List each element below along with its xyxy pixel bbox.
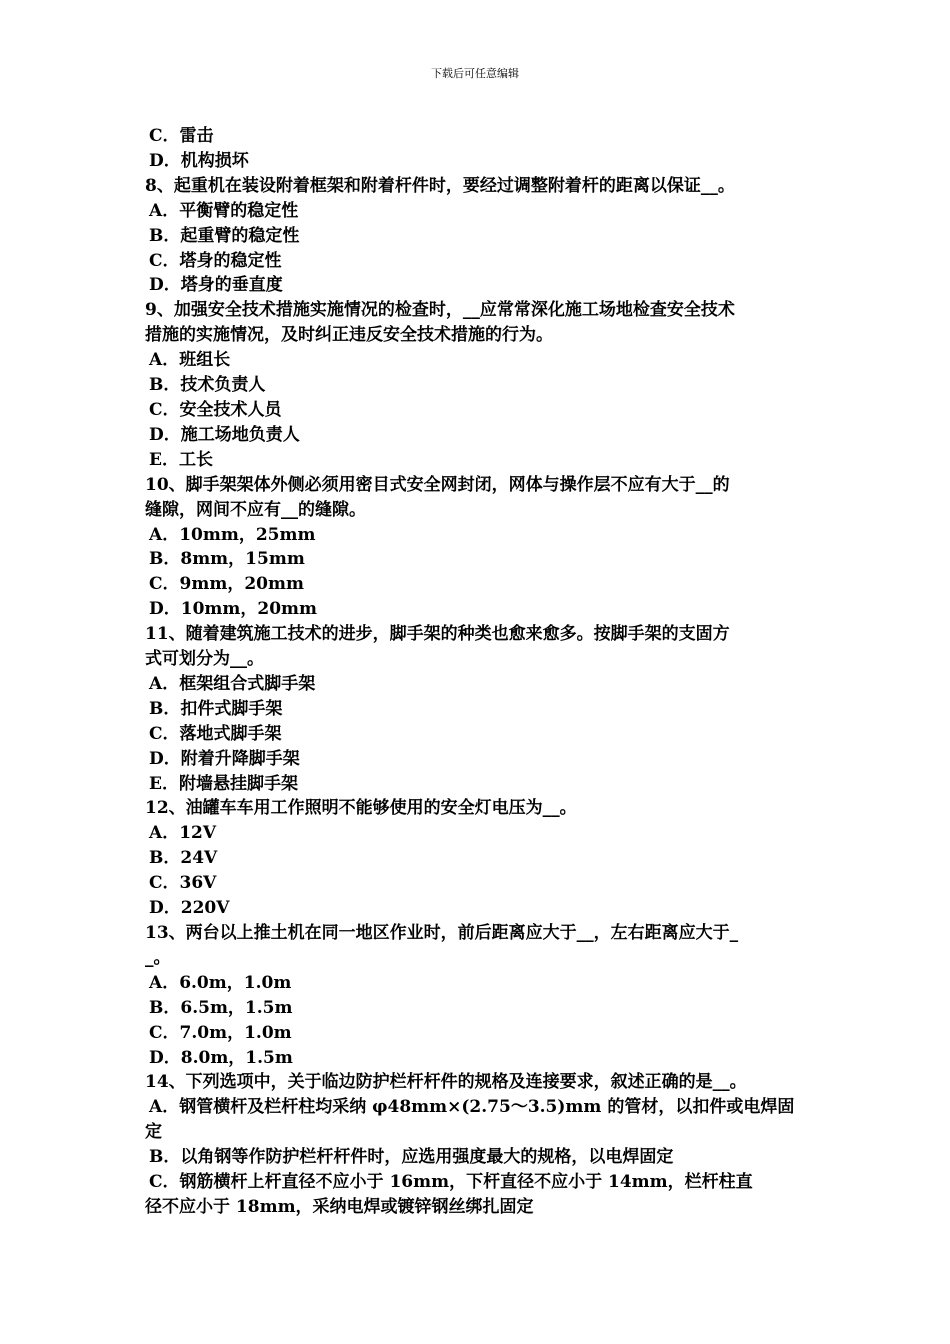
answer-option: C．7.0m，1.0m xyxy=(149,1022,292,1043)
question-text: 缝隙，网间不应有__的缝隙。 xyxy=(145,499,366,520)
answer-option: B．8mm，15mm xyxy=(149,549,305,570)
question-text: 14、下列选项中，关于临边防护栏杆杆件的规格及连接要求，叙述正确的是__。 xyxy=(145,1072,747,1093)
answer-option: D．施工场地负责人 xyxy=(149,424,300,445)
answer-option: B．起重臂的稳定性 xyxy=(149,225,300,246)
question-text: 式可划分为__。 xyxy=(145,649,264,670)
answer-option: B．技术负责人 xyxy=(149,375,266,396)
answer-option: A．班组长 xyxy=(149,350,231,371)
answer-option: C．落地式脚手架 xyxy=(149,723,282,744)
answer-option: A．框架组合式脚手架 xyxy=(149,673,316,694)
question-text: 11、随着建筑施工技术的进步，脚手架的种类也愈来愈多。按脚手架的支固方 xyxy=(145,624,730,645)
answer-option: C．雷击 xyxy=(149,126,214,146)
answer-option: B．以角钢等作防护栏杆杆件时，应选用强度最大的规格，以电焊固定 xyxy=(149,1147,674,1168)
answer-option: E．附墙悬挂脚手架 xyxy=(149,773,298,794)
answer-option: D．220V xyxy=(149,898,230,919)
answer-option: B．24V xyxy=(149,848,218,869)
answer-option: A．6.0m，1.0m xyxy=(149,972,292,993)
answer-option: C．安全技术人员 xyxy=(149,399,282,420)
answer-option: C．塔身的稳定性 xyxy=(149,250,282,271)
answer-option: C．36V xyxy=(149,873,217,894)
page-header: 下载后可任意编辑 xyxy=(431,67,519,80)
question-text: 12、油罐车车用工作照明不能够使用的安全灯电压为__。 xyxy=(145,798,577,819)
answer-option: B．6.5m，1.5m xyxy=(149,997,293,1018)
question-text: 9、加强安全技术措施实施情况的检查时，__应常常深化施工场地检查安全技术 xyxy=(145,300,735,321)
answer-option: D．附着升降脚手架 xyxy=(149,748,300,769)
question-text: 径不应小于 18mm，采纳电焊或镀锌钢丝绑扎固定 xyxy=(145,1196,534,1217)
answer-option: E．工长 xyxy=(149,449,213,470)
answer-option: A．平衡臂的稳定性 xyxy=(149,200,299,221)
answer-option: D．塔身的垂直度 xyxy=(149,275,283,296)
answer-option: C．9mm，20mm xyxy=(149,574,304,595)
question-text: 措施的实施情况，及时纠正违反安全技术措施的行为。 xyxy=(145,325,553,346)
question-text: 10、脚手架架体外侧必须用密目式安全网封闭，网体与操作层不应有大于__的 xyxy=(145,474,730,495)
question-text: 13、两台以上推土机在同一地区作业时，前后距离应大于__，左右距离应大于_ xyxy=(145,923,739,943)
question-text: 8、起重机在装设附着框架和附着杆件时，要经过调整附着杆的距离以保证__。 xyxy=(145,175,735,196)
answer-option: D．10mm，20mm xyxy=(149,599,318,620)
document-body xyxy=(145,124,815,1220)
question-text: _。 xyxy=(145,947,171,968)
answer-option: A．12V xyxy=(149,823,217,844)
answer-option: D．8.0m，1.5m xyxy=(149,1047,293,1068)
answer-option: B．扣件式脚手架 xyxy=(149,698,283,719)
answer-option: A．10mm，25mm xyxy=(149,524,316,545)
answer-option: C．钢筋横杆上杆直径不应小于 16mm，下杆直径不应小于 14mm，栏杆柱直 xyxy=(149,1172,753,1193)
question-text: 定 xyxy=(145,1122,162,1143)
answer-option: D．机构损坏 xyxy=(149,150,249,171)
answer-option: A．钢管横杆及栏杆柱均采纳 φ48mm×(2.75～3.5)mm 的管材，以扣件或电焊固 xyxy=(149,1097,795,1118)
